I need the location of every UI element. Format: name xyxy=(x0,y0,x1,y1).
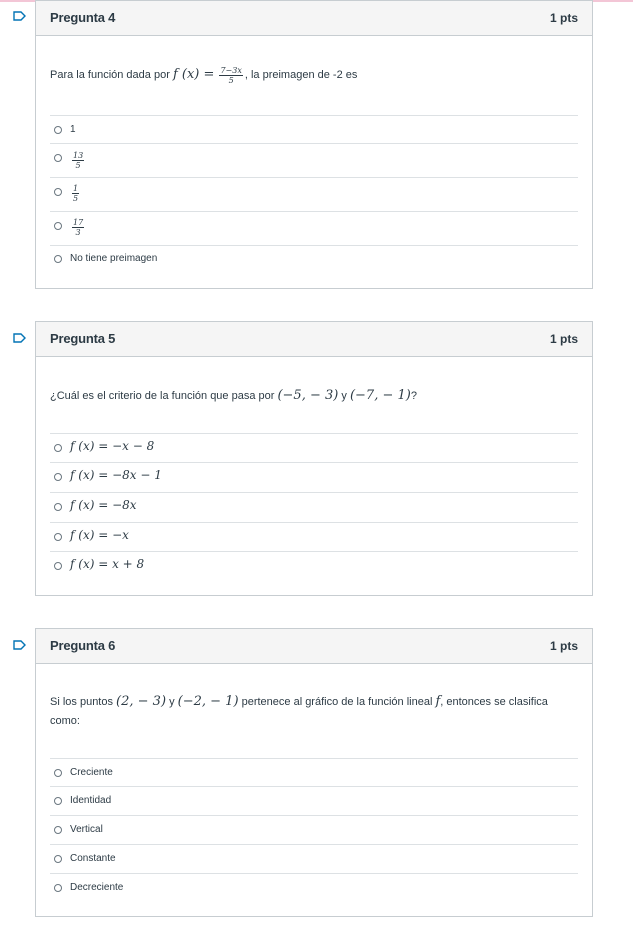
question-header xyxy=(36,1,592,36)
question-text: Para la función dada por f (x) = $\frac{7-3x}{5}$ , la preimagen de -2 es xyxy=(50,65,358,85)
radio-button[interactable] xyxy=(54,154,62,162)
answer-fraction: $\frac{1}{5}$ xyxy=(73,184,79,203)
answer-fraction: $\frac{13}{5}$ xyxy=(73,151,84,170)
radio-button[interactable] xyxy=(54,855,62,863)
question-card-6 xyxy=(35,628,593,917)
answer-fraction: $\frac{17}{3}$ xyxy=(73,218,84,237)
question-text: ¿Cuál es el criterio de la función que pasa por (−5, − 3) y (−7, − 1)? xyxy=(50,388,417,403)
answer-option[interactable] xyxy=(50,211,578,245)
point-a: (2, − 3) xyxy=(116,694,167,709)
answer-option[interactable]: Creciente xyxy=(50,758,578,786)
radio-button[interactable] xyxy=(54,188,62,196)
question-points: 1 pts xyxy=(549,11,578,25)
radio-button[interactable] xyxy=(54,222,62,230)
point-b: (−2, − 1) xyxy=(177,694,239,709)
function-symbol: f xyxy=(435,694,441,709)
radio-button[interactable] xyxy=(54,255,62,263)
flag-question-icon[interactable] xyxy=(13,640,26,650)
question-header xyxy=(36,322,592,357)
answer-option[interactable]: Constante xyxy=(50,844,578,873)
radio-button[interactable] xyxy=(54,797,62,805)
question-card-4 xyxy=(35,0,593,289)
answer-option[interactable]: Decreciente xyxy=(50,873,578,902)
answer-option[interactable]: 1 xyxy=(50,115,578,143)
question-text: Si los puntos (2, − 3) y (−2, − 1) pertenece al gráfico de la función lineal f, entonces se clasifica como: xyxy=(50,694,548,727)
radio-button[interactable] xyxy=(54,444,62,452)
answer-list xyxy=(50,433,578,581)
question-points: 1 pts xyxy=(549,332,578,346)
question-title: Pregunta 5 xyxy=(50,331,116,346)
answer-option[interactable]: Vertical xyxy=(50,815,578,844)
point-b: (−7, − 1) xyxy=(349,388,411,403)
answer-option[interactable]: f (x) = x + 8 xyxy=(50,551,578,581)
function-lhs: f (x) = xyxy=(172,67,215,82)
radio-button[interactable] xyxy=(54,473,62,481)
radio-button[interactable] xyxy=(54,884,62,892)
function-fraction: $\frac{7-3x}{5}$ xyxy=(220,65,242,85)
question-points: 1 pts xyxy=(549,639,578,653)
question-title: Pregunta 6 xyxy=(50,638,116,653)
answer-option[interactable]: f (x) = −8x − 1 xyxy=(50,462,578,492)
question-title: Pregunta 4 xyxy=(50,10,116,25)
radio-button[interactable] xyxy=(54,562,62,570)
radio-button[interactable] xyxy=(54,769,62,777)
radio-button[interactable] xyxy=(54,826,62,834)
radio-button[interactable] xyxy=(54,503,62,511)
point-a: (−5, − 3) xyxy=(277,388,339,403)
answer-list xyxy=(50,115,578,273)
radio-button[interactable] xyxy=(54,533,62,541)
flag-question-icon[interactable] xyxy=(13,333,26,343)
question-card-5 xyxy=(35,321,593,596)
answer-list xyxy=(50,758,578,902)
answer-option[interactable] xyxy=(50,143,578,177)
flag-question-icon[interactable] xyxy=(13,11,26,21)
answer-option[interactable]: f (x) = −x − 8 xyxy=(50,433,578,462)
answer-option[interactable]: No tiene preimagen xyxy=(50,245,578,273)
answer-option[interactable]: f (x) = −x xyxy=(50,522,578,551)
answer-option[interactable] xyxy=(50,177,578,211)
answer-option[interactable]: f (x) = −8x xyxy=(50,492,578,522)
answer-option[interactable]: Identidad xyxy=(50,786,578,815)
radio-button[interactable] xyxy=(54,126,62,134)
question-header xyxy=(36,629,592,664)
